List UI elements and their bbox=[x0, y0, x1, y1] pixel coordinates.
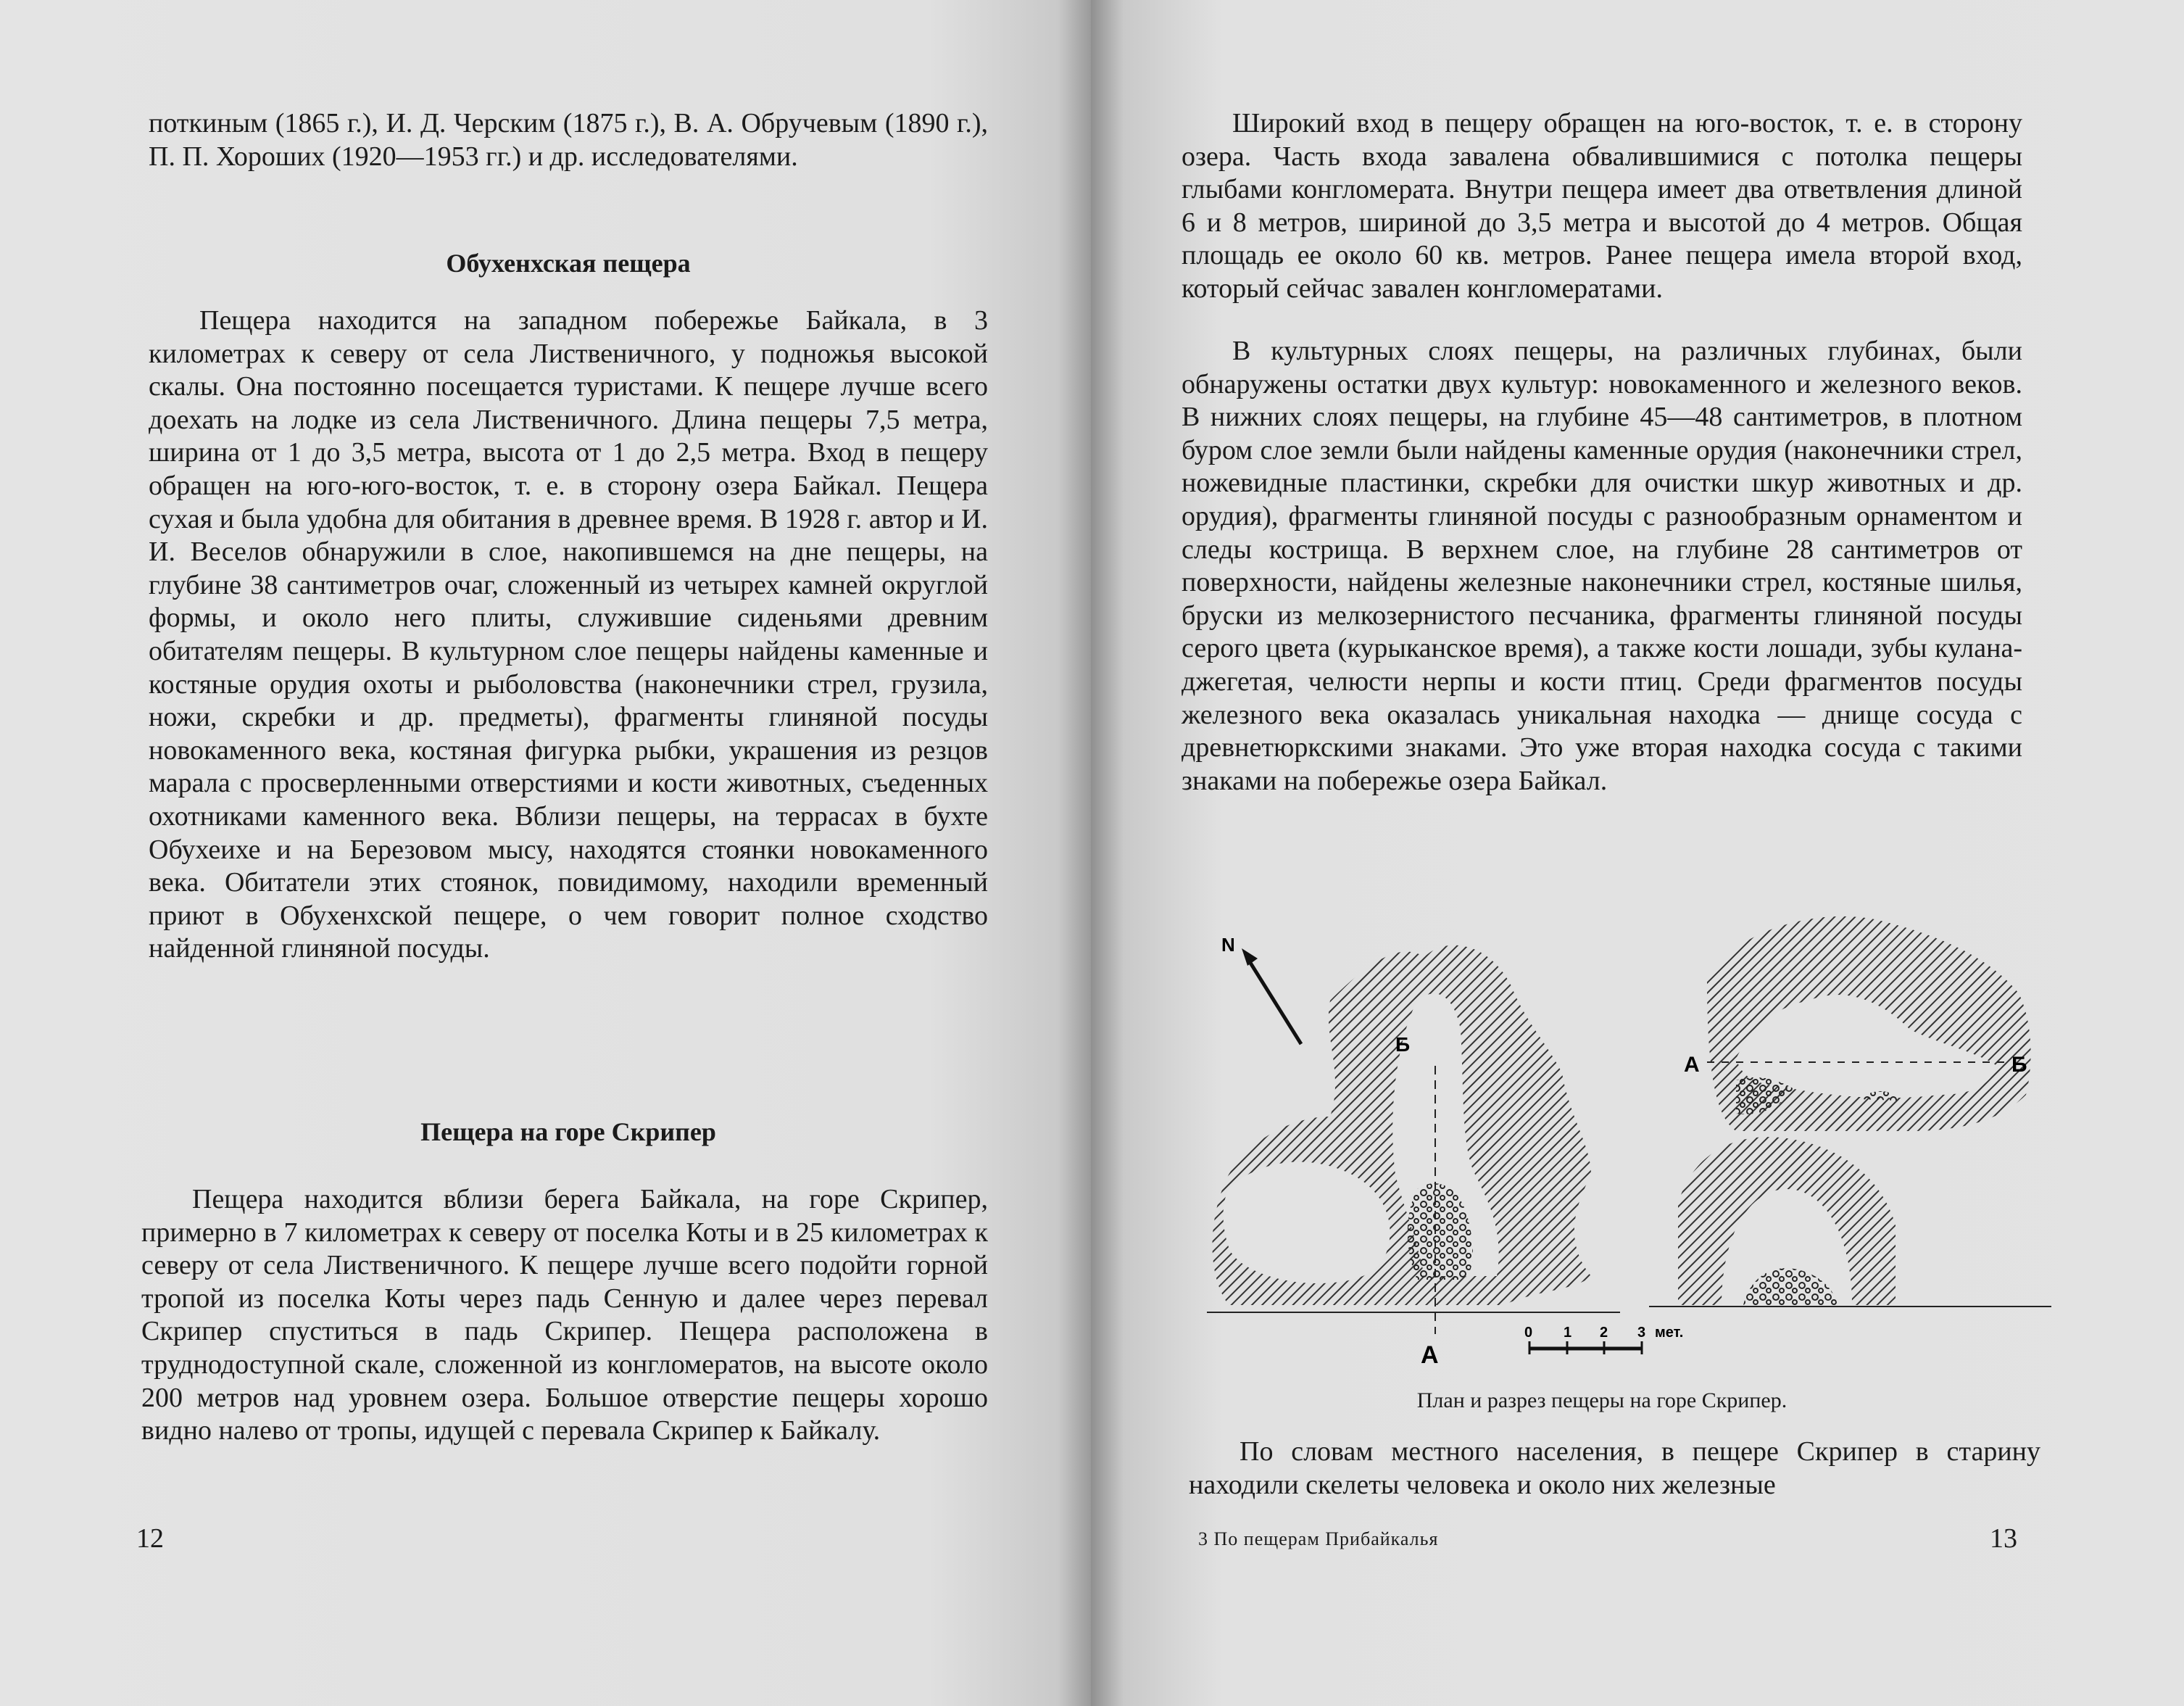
north-label: N bbox=[1221, 934, 1235, 956]
section-label-b: Б bbox=[2011, 1053, 2027, 1077]
section-body-skriper: Пещера находится вблизи берега Байкала, на горе Скрипер, примерно в 7 километрах к северу от поселка Коты и в 25 километрах к северу от села Лиственичного. К пещере лучше всего подойти горной тропой из поселка Коты через падь Сенную и далее через перевал Скрипер спуститься в падь Скрипер. Пещера расположена в труднодоступной скале, сложенной из конгломератов, на высоте около 200 метров над уровнем озера. Большое отверстие пещеры хорошо видно налево от тропы, идущей с перевала Скрипер к Байкалу. bbox=[141, 1184, 988, 1446]
section-view-longitudinal bbox=[1684, 916, 2031, 1131]
right-paragraph-2: В культурных слоях пещеры, на различных глубинах, были обнаружены остатки двух культур: новокаменного и железного веков. В нижних слоях пещеры, на глубине 45—48 сантиметров, в плотном буром слое земли были найдены каменные орудия (наконечники стрел, ножевидные пластинки, скребки для очистки шкур животных и др. орудия), фрагменты глиняной посуды с разнообразным орнаментом и следы кострища. В верхнем слое, на глубине 28 сантиметров от поверхности, найдены железные наконечники стрел, костяные шилья, бруски из мелкозернистого песчаника, фрагменты глиняной посуды серого цвета (курыканское время), а также кости лошади, зубы кулана-джегетая, челюсти нерпы и кости птиц. Среди фрагментов посуды железного века оказалась уникальная находка — днище сосуда с древнетюркскими знаками. Это уже вторая находка сосуда с такими знаками на побережье озера Байкал. bbox=[1182, 336, 2022, 796]
right-paragraph-1: Широкий вход в пещеру обращен на юго-восток, т. е. в сторону озера. Часть входа завалена обвалившимися с потолка пещеры глыбами конгломерата. Внутри пещера имеет два ответвления длиной 6 и 8 метров, шириной до 3,5 метра и высотой до 4 метров. Общая площадь ее около 60 кв. метров. Ранее пещера имела второй вход, который сейчас завален конгломератами. bbox=[1182, 108, 2022, 304]
section-title-obukhenkhskaya: Обухенхская пещера bbox=[446, 249, 691, 278]
figure-caption: План и разрез пещеры на горе Скрипер. bbox=[1416, 1388, 1788, 1412]
right-paragraph-3: По словам местного населения, в пещере Скрипер в старину находили скелеты человека и около них железные bbox=[1189, 1436, 2040, 1500]
section-title-skriper: Пещера на горе Скрипер bbox=[420, 1117, 716, 1146]
section-body-obukhenkhskaya: Пещера находится на западном побережье Байкала, в 3 километрах к северу от села Лиственичного, у подножья высокой скалы. Она постоянно посещается туристами. К пещере лучше всего доехать на лодке из села Лиственичного. Длина пещеры 7,5 метра, ширина от 1 до 3,5 метра, высота от 1 до 2,5 метра. Вход в пещеру обращен на юго-юго-восток, т. е. в сторону озера Байкал. Пещера сухая и была удобна для обитания в древнее время. В 1928 г. автор и И. И. Веселов обнаружили в слое, накопившемся на дне пещеры, на глубине 38 сантиметров очаг, сложенный из четырех камней округлой формы, и около него плиты, служившие сиденьями древним обитателям пещеры. В культурном слое пещеры найдены каменные и костяные орудия охоты и рыболовства (наконечники стрел, грузила, ножи, скребки и др. предметы), фрагменты глиняной посуды новокаменного века, костяная фигурка рыбки, украшения из резцов марала с просверленными отверстиями и кости животных, съеденных охотниками каменного века. Вблизи пещеры, на террасах в бухте Обухеихе и на Березовом мысу, находятся стоянки новокаменного века. Обитатели этих стоянок, повидимому, находили временный приют в Обухенхской пещере, о чем говорит полное сходство найденной глиняной посуды. bbox=[149, 305, 988, 964]
footer-note: 3 По пещерам Прибайкалья bbox=[1198, 1528, 1439, 1549]
scale-tick-0: 0 bbox=[1524, 1325, 1533, 1341]
north-arrow bbox=[1221, 934, 1301, 1044]
left-page bbox=[0, 0, 1091, 1706]
right-page bbox=[1091, 0, 2184, 1706]
scale-tick-2: 2 bbox=[1600, 1325, 1608, 1341]
page-number-left: 12 bbox=[136, 1523, 164, 1554]
scale-tick-1: 1 bbox=[1564, 1325, 1572, 1341]
cave-plan-figure bbox=[1185, 899, 2055, 1370]
scale-unit: мет. bbox=[1655, 1325, 1684, 1341]
section-label-a: А bbox=[1684, 1053, 1700, 1077]
intro-paragraph: поткиным (1865 г.), И. Д. Черским (1875 г.), В. А. Обручевым (1890 г.), П. П. Хороших (1920—1953 гг.) и др. исследователями. bbox=[149, 108, 988, 172]
plan-label-a: А bbox=[1421, 1341, 1439, 1369]
scale-bar bbox=[1524, 1325, 1683, 1354]
scale-tick-3: 3 bbox=[1637, 1325, 1646, 1341]
section-view-cross bbox=[1649, 1137, 2051, 1307]
plan-view bbox=[1207, 945, 1620, 1334]
plan-label-b: Б bbox=[1395, 1033, 1411, 1056]
page-number-right: 13 bbox=[1990, 1523, 2017, 1554]
